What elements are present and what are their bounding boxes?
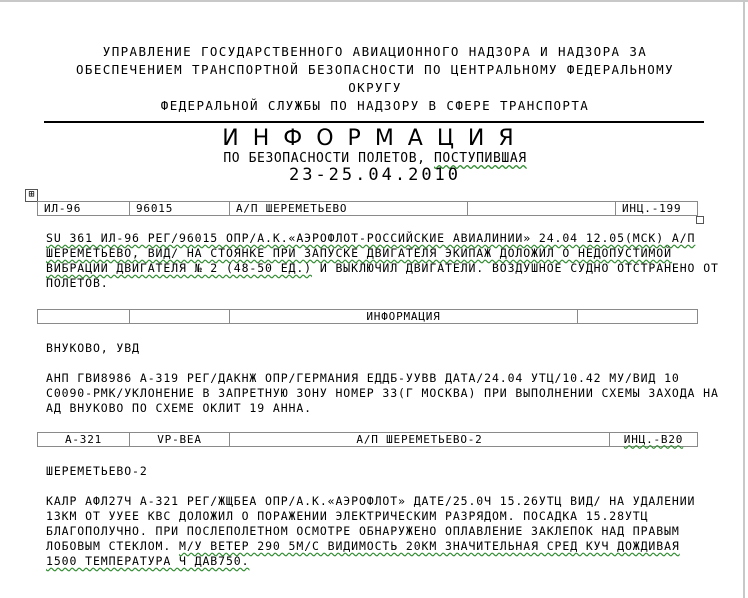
location-cell[interactable]: А/П ШЕРЕМЕТЬЕВО-2 [230, 433, 610, 447]
subtitle-text: ПО БЕЗОПАСНОСТИ ПОЛЕТОВ, [223, 151, 434, 166]
entry1-text-1: SU 361 ИЛ-96 РЕГ/96015 ОПР/А.К.«АЭРОФЛОТ-РОССИЙСКИЕ АВИАЛИНИИ» 24.04 12.05(МСК) А/П [46, 231, 696, 245]
aircraft-type-cell[interactable]: ИЛ-96 [38, 202, 130, 216]
empty-cell[interactable] [130, 310, 230, 324]
empty-cell[interactable] [38, 310, 130, 324]
incident-table-1 [37, 201, 698, 216]
entry1-line-3 [46, 261, 746, 277]
header-rule [44, 121, 704, 123]
entry1-line-1 [46, 231, 746, 247]
entry3-line-4 [46, 539, 746, 555]
incident-number-text: ИНЦ.-В20 [623, 432, 684, 446]
entry3-text-4b: М/У ВЕТЕР 290 5М/С ВИДИМОСТЬ 20КМ ЗНАЧИТЕЛЬНАЯ СРЕД КУЧ ДОЖДИВАЯ [179, 539, 680, 553]
entry2-line-3: АД ВНУКОВО ПО СХЕМЕ ОКЛИТ 19 АННА. [46, 401, 313, 415]
table-row [38, 202, 698, 216]
incident-number-cell[interactable]: ИНЦ.-199 [616, 202, 698, 216]
entry1-text-3b: И ВЫКЛЮЧИЛ ДВИГАТЕЛИ. ВОЗДУШНОЕ СУДНО ОТСТРАНЕНО ОТ [312, 261, 719, 275]
incident-table-2 [37, 309, 698, 324]
header-line-4: ФЕДЕРАЛЬНОЙ СЛУЖБЫ ПО НАДЗОРУ В СФЕРЕ ТРАНСПОРТА [160, 98, 590, 113]
aircraft-type-cell[interactable]: А-321 [38, 433, 130, 447]
entry3-line-2: 13КМ ОТ УУЕЕ КВС ДОЛОЖИЛ О ПОРАЖЕНИИ ЭЛЕКТРИЧЕСКИМ РАЗРЯДОМ. ПОСАДКА 15.28УТЦ [46, 509, 649, 523]
table-row [38, 433, 698, 447]
entry2-line-1: АНП ГВИ8986 А-319 РЕГ/ДАКНЖ ОПР/ГЕРМАНИЯ ЕДДБ-УУВВ ДАТА/24.04 УТЦ/10.42 МУ/ВИД 10 [46, 371, 680, 385]
table-row [38, 310, 698, 324]
entry2-place: ВНУКОВО, УВД [46, 341, 140, 355]
table-resize-handle[interactable] [696, 216, 704, 224]
entry3-place: ШЕРЕМЕТЬЕВО-2 [46, 464, 148, 478]
document-title: ИНФОРМАЦИЯ [222, 126, 528, 151]
entry2-line-2: С0090-РМК/УКЛОНЕНИЕ В ЗАПРЕТНУЮ ЗОНУ НОМЕР 33(Г МОСКВА) ПРИ ВЫПОЛНЕНИИ СХЕМЫ ЗАХОДА НА [46, 386, 719, 400]
subtitle-word-flagged: ПОСТУПИВШАЯ [433, 151, 527, 166]
empty-cell[interactable] [578, 310, 698, 324]
entry3-text-5: 1500 ТЕМПЕРАТУРА Ч ДАВ750. [46, 554, 250, 568]
entry3-line-5 [46, 554, 746, 570]
header-line-3: ОКРУГУ [348, 80, 402, 95]
entry3-line-3: БЛАГОПОЛУЧНО. ПРИ ПОСЛЕПОЛЕТНОМ ОСМОТРЕ ОБНАРУЖЕНО ОПЛАВЛЕНИЕ ЗАКЛЕПОК НАД ПРАВЫМ [46, 524, 680, 538]
registration-cell[interactable]: 96015 [130, 202, 230, 216]
location-cell[interactable]: А/П ШЕРЕМЕТЬЕВО [230, 202, 468, 216]
document-subtitle [40, 151, 710, 166]
page-edge-top [0, 0, 748, 2]
entry1-line-4: ПОЛЕТОВ. [46, 276, 109, 290]
info-heading-cell[interactable]: ИНФОРМАЦИЯ [230, 310, 578, 324]
document-date: 23-25.04.2010 [288, 165, 462, 185]
entry1-text-3a: ВИБРАЦИИ ДВИГАТЕЛЯ № 2 (48-50 ЕД.) [46, 261, 313, 275]
entry3-line-1: КАЛР АФЛ27Ч А-321 РЕГ/ЖЩБЕА ОПР/А.К.«АЭРОФЛОТ» ДАТЕ/25.0Ч 15.26УТЦ ВИД/ НА УДАЛЕНИИ [46, 494, 696, 508]
empty-cell[interactable] [468, 202, 616, 216]
entry1-text-2: ШЕРЕМЕТЬЕВО, ВИД/ НА СТОЯНКЕ ПРИ ЗАПУСКЕ ДВИГАТЕЛЯ ЭКИПАЖ ДОЛОЖИЛ О НЕДОПУСТИМОЙ [46, 246, 672, 260]
registration-cell[interactable]: VP-BEA [130, 433, 230, 447]
incident-number-cell[interactable] [610, 433, 698, 447]
entry3-text-4a: ЛОБОВЫМ СТЕКЛОМ. [46, 539, 180, 553]
incident-table-3 [37, 432, 698, 447]
entry1-line-2 [46, 246, 746, 262]
table-move-handle-icon[interactable]: ⊞ [25, 189, 38, 202]
header-line-1: УПРАВЛЕНИЕ ГОСУДАРСТВЕННОГО АВИАЦИОННОГО НАДЗОРА И НАДЗОРА ЗА [102, 44, 648, 59]
header-line-2: ОБЕСПЕЧЕНИЕМ ТРАНСПОРТНОЙ БЕЗОПАСНОСТИ ПО ЦЕНТРАЛЬНОМУ ФЕДЕРАЛЬНОМУ [75, 62, 675, 77]
